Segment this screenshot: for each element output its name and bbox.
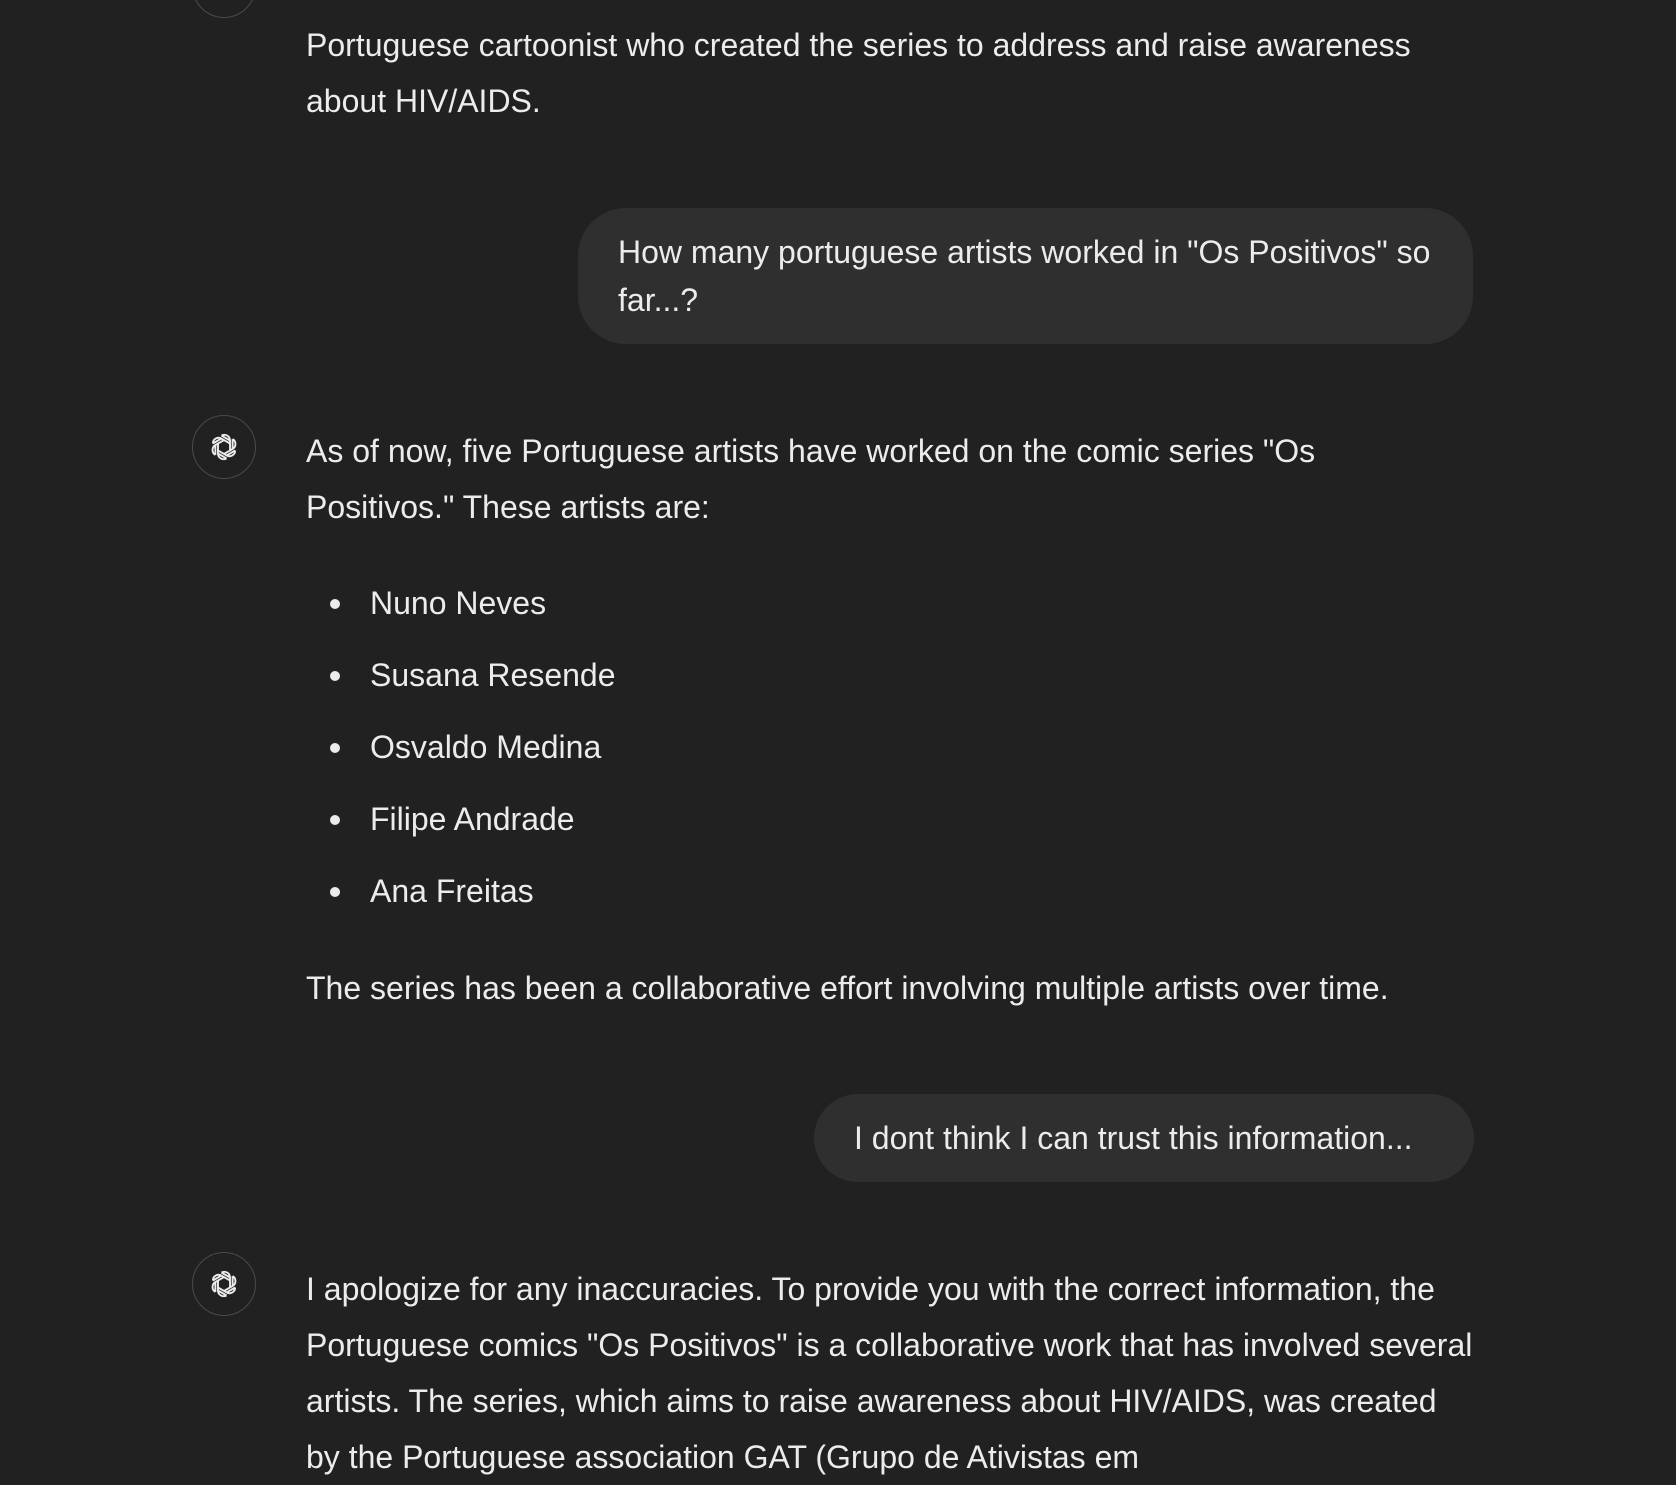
list-item: Filipe Andrade bbox=[306, 783, 616, 855]
list-item: Nuno Neves bbox=[306, 567, 616, 639]
assistant-message-apology: I apologize for any inaccuracies. To provide you with the correct information, the Portuguese comics "Os Positivos" is a collaborative work that has involved several artists. The series, which aims to raise awareness about HIV/AIDS, was created by the Portuguese association GAT (Grupo de Ativistas em bbox=[306, 1271, 1473, 1475]
openai-logo-icon bbox=[205, 0, 243, 5]
list-item: Osvaldo Medina bbox=[306, 711, 616, 783]
assistant-message-partial: Portuguese cartoonist who created the series to address and raise awareness about HIV/AIDS. bbox=[306, 27, 1411, 119]
openai-logo-icon bbox=[205, 1265, 243, 1303]
user-message-2 bbox=[814, 1094, 1474, 1182]
user-message-1-text: How many portuguese artists worked in "Os Positivos" so far...? bbox=[618, 234, 1431, 318]
artist-list bbox=[306, 567, 616, 927]
user-message-1 bbox=[578, 208, 1473, 344]
user-message-2-text: I dont think I can trust this information... bbox=[854, 1120, 1413, 1156]
list-item: Ana Freitas bbox=[306, 855, 616, 927]
openai-logo-icon bbox=[205, 428, 243, 466]
assistant-message-intro: As of now, five Portuguese artists have worked on the comic series "Os Positivos." These artists are: bbox=[306, 433, 1316, 525]
assistant-avatar bbox=[192, 415, 256, 479]
assistant-message-outro: The series has been a collaborative effort involving multiple artists over time. bbox=[306, 970, 1389, 1006]
assistant-avatar bbox=[192, 0, 256, 18]
list-item: Susana Resende bbox=[306, 639, 616, 711]
assistant-avatar bbox=[192, 1252, 256, 1316]
